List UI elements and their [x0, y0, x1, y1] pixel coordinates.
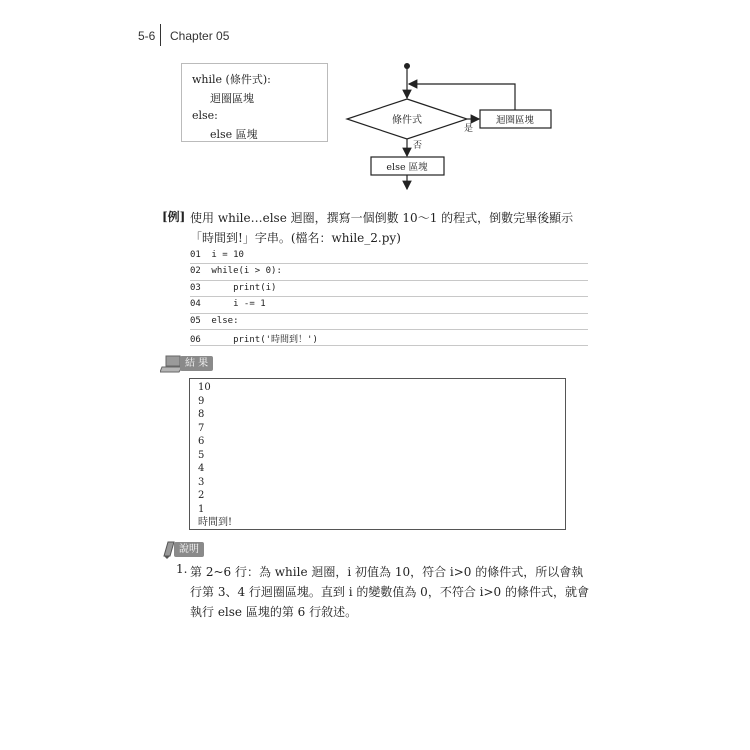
code-line — [190, 248, 588, 264]
output-line: 4 — [198, 463, 205, 474]
line-number: 04 — [190, 299, 201, 310]
output-box — [189, 378, 566, 530]
line-number: 06 — [190, 334, 201, 345]
output-line: 9 — [198, 395, 205, 407]
code-line — [190, 281, 588, 297]
code-text: while(i > 0): — [211, 266, 282, 277]
no-label: 否 — [413, 141, 423, 151]
output-line: 3 — [198, 476, 205, 488]
code-line — [190, 330, 588, 346]
flowchart — [340, 55, 580, 195]
code-line — [190, 314, 588, 330]
syntax-else-block: else 區塊 — [210, 128, 258, 141]
code-text: print(i) — [211, 282, 277, 293]
syntax-loop-block: 迴圈區塊 — [210, 92, 254, 105]
line-number: 03 — [190, 282, 201, 293]
loop-block-label: 迴圈區塊 — [495, 115, 535, 126]
code-text: print('時間到！') — [211, 334, 318, 345]
line-number: 02 — [190, 266, 201, 277]
condition-label: 條件式 — [392, 115, 422, 126]
code-text: else: — [211, 315, 239, 326]
else-block-label: else 區塊 — [386, 162, 428, 173]
output-line: 2 — [198, 490, 205, 501]
syntax-else-line: else: — [192, 109, 218, 122]
header-divider — [160, 24, 161, 46]
output-line: 時間到! — [198, 517, 233, 528]
output-line: 8 — [198, 409, 205, 420]
note-text: 第 2~6 行：為 while 迴圈，i 初值為 10，符合 i>0 的條件式，所以會執行第 3、4 行迴圈區塊。直到 i 的變數值為 0，不符合 i>0 的條件式，就會執行 else 區塊的第 6 行敘述。 — [190, 565, 589, 619]
chapter-title: Chapter 05 — [170, 29, 230, 43]
line-number: 01 — [190, 250, 201, 260]
explain-badge: 說明 — [174, 542, 204, 557]
yes-label: 是 — [464, 124, 474, 134]
code-text: i = 10 — [211, 250, 244, 260]
code-line — [190, 297, 588, 313]
output-line: 7 — [198, 422, 205, 434]
code-line — [190, 264, 588, 280]
output-line: 1 — [198, 503, 205, 515]
example-description: 使用 while…else 迴圈，撰寫一個倒數 10～1 的程式，倒數完畢後顯示「時間到!」字串。(檔名：while_2.py) — [190, 211, 574, 245]
line-number: 05 — [190, 315, 201, 326]
note-number: 1. — [176, 562, 188, 576]
result-badge: 結 果 — [180, 356, 213, 371]
code-text: i -= 1 — [211, 299, 266, 310]
output-line: 6 — [198, 436, 205, 447]
page-number: 5-6 — [138, 29, 156, 43]
output-line: 10 — [198, 382, 211, 393]
syntax-box — [181, 63, 328, 142]
example-tag: [例] — [162, 210, 186, 224]
syntax-while-line: while (條件式): — [192, 73, 271, 86]
output-line: 5 — [198, 449, 205, 461]
code-listing — [190, 248, 588, 346]
